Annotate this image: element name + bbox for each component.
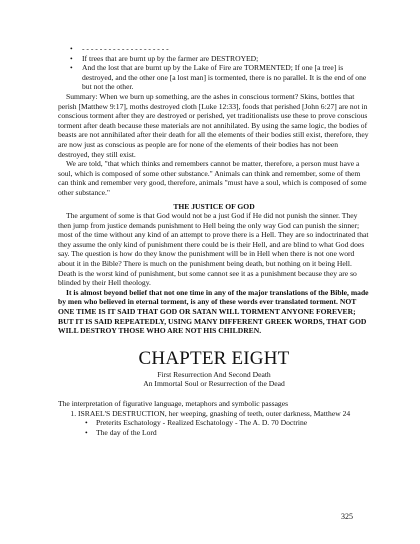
summary-paragraph: Summary: When we burn up something, are the ashes in conscious torment? Skins, bottles that perish [Matthew 9:17], moths destroyed cloth [Luke 12:33], foods that perished [John 6:27] are not in conscious torment after they are destroyed or perished, yet traditionalists use these to prove conscious torment after death because these materials are not annihilated. By using the same logic, the bodies of beasts are not annihilated after their death for all the elements of their bodies still exist, therefore, they are now just as conscious as people are for none of the elements of their bodies has not been destroyed, they still exist.	[58, 91, 369, 159]
page-content	[58, 44, 370, 437]
page-number: 325	[341, 512, 353, 521]
outline-item-text: ISRAEL'S DESTRUCTION, her weeping, gnashing of teeth, outer darkness, Matthew 24	[78, 408, 351, 418]
chapter-subtitle-1: First Resurrection And Second Death	[157, 369, 271, 379]
top-bullet-list	[58, 44, 370, 92]
we-are-told-paragraph: We are told, "that which thinks and remembers cannot be matter, therefore, a person must have a soul, which is composed of some other substance." Animals can think and remember, some of them can think and remember very good, therefore, animals "must have a soul, which is composed of some other substance."	[58, 159, 367, 197]
outline-sublist	[78, 418, 370, 437]
section-heading-justice: THE JUSTICE OF GOD	[173, 201, 255, 211]
justice-bold-paragraph: It is almost beyond belief that not one time in any of the major translations of the Bible, made by men who believed in eternal torment, is any of these words ever translated torment. NOT ONE TIME IS IT SAID THAT GOD OR SATAN WILL TORMENT ANYONE FOREVER; BUT IT IS SAID REPEATEDLY, USING MANY DIFFERENT GREEK WORDS, THAT GOD WILL DESTROY THOSE WHO ARE NOT HIS CHILDREN.	[58, 287, 369, 336]
list-item: • If trees that are burnt up by the farmer are DESTROYED;	[82, 54, 370, 64]
justice-paragraph: The argument of some is that God would not be a just God if He did not punish the sinner. They then jump from justice demands punishment to Hell being the only way God can punish the sinner; most of the time without any kind of an attempt to prove there is a Hell. They are so indoctrinated that they assume the only kind of punishment there could be is their Hell, and are blind to what God does say. The question is how do they know the punishment will be in Hell when there is not one word about it in the Bible? There is much on the punishment being death, but nothing on it being Hell. Death is the worst kind of punishment, but some cannot see it as a punishment because they are so blinded by their Hell theology.	[58, 211, 369, 288]
outline-list	[58, 409, 370, 438]
chapter-title: CHAPTER EIGHT	[138, 347, 290, 369]
outline-intro: The interpretation of figurative language, metaphors and symbolic passages	[58, 399, 289, 408]
chapter-subtitle-2: An Immortal Soul or Resurrection of the Dead	[143, 379, 285, 389]
list-item: • And the lost that are burnt up by the Lake of Fire are TORMENTED; If one [a tree] is destroyed, and the other one [a lost man] is tormented, there is no parallel. It is the end of one but not the other.	[82, 63, 370, 92]
outline-subitem: • The day of the Lord	[96, 428, 370, 438]
outline-item	[78, 409, 370, 438]
list-item: • - - - - - - - - - - - - - - - - - - - -	[82, 44, 370, 54]
outline-subitem: • Preterits Eschatology - Realized Eschatology - The A. D. 70 Doctrine	[96, 418, 370, 428]
